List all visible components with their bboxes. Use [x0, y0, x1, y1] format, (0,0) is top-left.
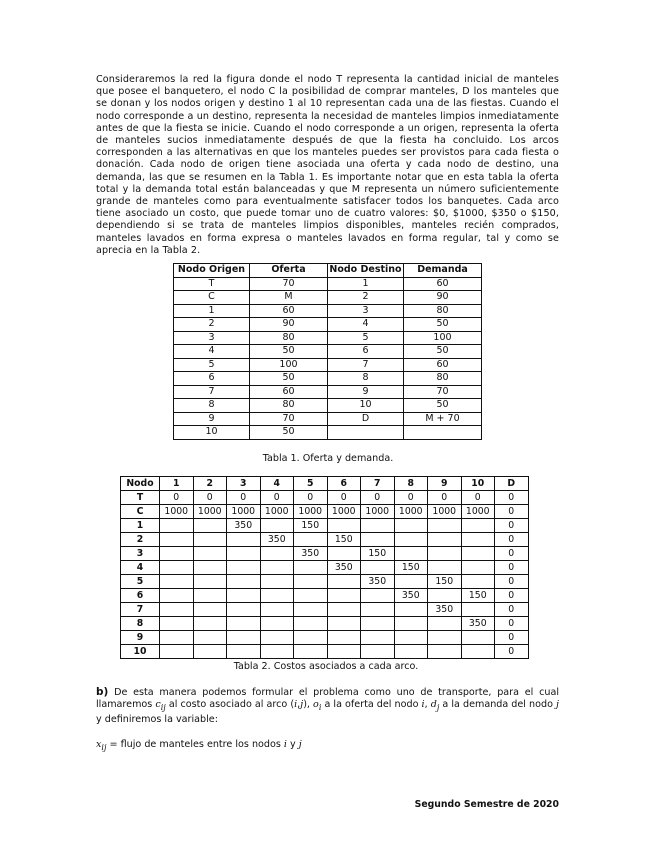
table-cell: 350: [394, 589, 428, 603]
table-cell: 8: [121, 617, 160, 631]
table2-header-cell: 10: [461, 477, 495, 491]
table-cell: 6: [121, 589, 160, 603]
table-cell: [327, 603, 361, 617]
table-cell: [193, 519, 227, 533]
table-cell: 0: [361, 491, 395, 505]
table-cell: 0: [193, 491, 227, 505]
table2-header-cell: 2: [193, 477, 227, 491]
math-i: i: [283, 739, 287, 750]
table-cell: [260, 617, 294, 631]
table-row: [121, 519, 529, 533]
table-cell: [461, 575, 495, 589]
table-cell: 80: [250, 331, 328, 345]
table-cell: 0: [495, 575, 529, 589]
text: = flujo de manteles entre los nodos: [106, 739, 284, 750]
table-cell: 0: [428, 491, 462, 505]
text: ,: [297, 699, 301, 711]
table2-header-cell: D: [495, 477, 529, 491]
table-cell: [394, 547, 428, 561]
table-cell: [227, 547, 261, 561]
table-cell: [361, 631, 395, 645]
table-cell: [193, 617, 227, 631]
table1-caption: Tabla 1. Oferta y demanda.: [262, 453, 394, 464]
table-cell: 50: [250, 426, 328, 440]
table-cell: 6: [174, 372, 250, 386]
table-cell: 0: [495, 561, 529, 575]
table-cell: [193, 589, 227, 603]
table-cell: [227, 603, 261, 617]
text: y: [287, 739, 299, 750]
table-cell: [260, 575, 294, 589]
table2-header-cell: 6: [327, 477, 361, 491]
table-cell: 60: [404, 358, 482, 372]
table-cell: [160, 561, 194, 575]
table-cell: 4: [174, 345, 250, 359]
table-row: [174, 304, 482, 318]
table-cell: 50: [250, 345, 328, 359]
math-j: j: [300, 699, 304, 711]
table-cell: M: [250, 291, 328, 305]
table-cell: 50: [404, 345, 482, 359]
table-cell: C: [174, 291, 250, 305]
table-row: [174, 372, 482, 386]
table-cell: [394, 519, 428, 533]
table-cell: [294, 645, 328, 659]
table2-header-row: [121, 477, 529, 491]
table-cell: [428, 519, 462, 533]
table-cell: T: [121, 491, 160, 505]
table-cell: [160, 575, 194, 589]
table-cell: 1000: [260, 505, 294, 519]
table-cell: 10: [328, 399, 404, 413]
table-cell: 9: [121, 631, 160, 645]
table-cell: [160, 617, 194, 631]
table-row: [121, 645, 529, 659]
table-cell: 7: [174, 385, 250, 399]
table-cell: [193, 631, 227, 645]
table-cell: 80: [250, 399, 328, 413]
table-row: [121, 505, 529, 519]
table2-header-cell: 5: [294, 477, 328, 491]
table-cell: [227, 589, 261, 603]
math-x: x: [96, 739, 102, 750]
table-cell: [428, 617, 462, 631]
table-cell: [227, 617, 261, 631]
table-cell: [160, 589, 194, 603]
table-cell: [160, 603, 194, 617]
table-cell: M + 70: [404, 412, 482, 426]
table-cell: [260, 631, 294, 645]
table-cell: 350: [327, 561, 361, 575]
table-cell: 90: [250, 318, 328, 332]
table-cell: [260, 547, 294, 561]
math-c: c: [155, 699, 161, 711]
table2-header-cell: 8: [394, 477, 428, 491]
table-cell: 350: [294, 547, 328, 561]
table-cell: 1000: [394, 505, 428, 519]
table-cell: 50: [250, 372, 328, 386]
text: De esta manera podemos formular el problema como uno de transporte, para el cual llamaremos: [96, 687, 559, 711]
table-cell: [461, 645, 495, 659]
table2-header-cell: 3: [227, 477, 261, 491]
table-cell: [394, 603, 428, 617]
table-cell: 1000: [428, 505, 462, 519]
table-cell: 10: [121, 645, 160, 659]
math-d: d: [430, 699, 437, 711]
table-cell: 3: [174, 331, 250, 345]
table-cell: 0: [461, 491, 495, 505]
table2-body: [121, 491, 529, 659]
table-cell: 6: [328, 345, 404, 359]
table-cell: 8: [328, 372, 404, 386]
table-cell: [260, 603, 294, 617]
table-cell: 80: [404, 304, 482, 318]
table-row: [174, 412, 482, 426]
table-row: [174, 277, 482, 291]
table-cell: [428, 533, 462, 547]
table2-header-cell: 9: [428, 477, 462, 491]
table-cell: 80: [404, 372, 482, 386]
table-cell: [361, 533, 395, 547]
table-cell: [327, 645, 361, 659]
table1-header-row: [174, 264, 482, 278]
table1-body: [174, 277, 482, 439]
table-cell: 1000: [294, 505, 328, 519]
math-i: i: [421, 699, 425, 711]
table-cell: 7: [121, 603, 160, 617]
table-cell: [193, 547, 227, 561]
table-cell: [394, 575, 428, 589]
table-cell: 0: [327, 491, 361, 505]
math-j: j: [298, 739, 302, 750]
table-cell: 70: [404, 385, 482, 399]
table-cell: [428, 589, 462, 603]
table-cell: 0: [495, 631, 529, 645]
table-cell: 60: [250, 385, 328, 399]
math-sub: i: [318, 703, 322, 713]
table-cell: [461, 561, 495, 575]
table-cell: D: [328, 412, 404, 426]
table-row: [121, 631, 529, 645]
table-cell: 150: [461, 589, 495, 603]
table-cell: [394, 533, 428, 547]
table-cell: 70: [250, 277, 328, 291]
table-row: [174, 318, 482, 332]
table-cell: 0: [495, 589, 529, 603]
table-cell: 0: [495, 645, 529, 659]
table-cell: 0: [495, 547, 529, 561]
table-cell: [461, 631, 495, 645]
table-cell: 1: [121, 519, 160, 533]
table-cell: 2: [174, 318, 250, 332]
table-row: [121, 617, 529, 631]
table-cell: 0: [495, 505, 529, 519]
table-row: [174, 426, 482, 440]
table-row: [174, 331, 482, 345]
table-cell: 150: [394, 561, 428, 575]
table2-header-cell: 7: [361, 477, 395, 491]
table-cell: [260, 589, 294, 603]
table-cell: 0: [394, 491, 428, 505]
table-cell: 4: [121, 561, 160, 575]
table1-header-cell: Oferta: [250, 264, 328, 278]
table-cell: 1000: [160, 505, 194, 519]
table-cell: 7: [328, 358, 404, 372]
table-cell: [227, 533, 261, 547]
table2-header-cell: 1: [160, 477, 194, 491]
table-cell: 0: [260, 491, 294, 505]
part-b-label: b): [96, 686, 109, 698]
table-row: [174, 399, 482, 413]
table-cell: 0: [495, 533, 529, 547]
table-cell: 0: [495, 519, 529, 533]
table-cell: [193, 533, 227, 547]
variable-definition: [96, 739, 302, 752]
table-row: [174, 358, 482, 372]
table-cell: [327, 519, 361, 533]
table-cell: 150: [428, 575, 462, 589]
table2-header-cell: Nodo: [121, 477, 160, 491]
table-cell: [461, 519, 495, 533]
table-cell: [327, 589, 361, 603]
table-cell: [327, 547, 361, 561]
math-sub: j: [436, 703, 440, 713]
table-cell: 3: [328, 304, 404, 318]
table-cell: C: [121, 505, 160, 519]
table-cell: [260, 645, 294, 659]
table-cell: 2: [328, 291, 404, 305]
table-cell: 150: [327, 533, 361, 547]
table-cell: 350: [428, 603, 462, 617]
table-cell: [428, 561, 462, 575]
table-cell: [160, 645, 194, 659]
table-cell: [160, 547, 194, 561]
table-row: [121, 547, 529, 561]
intro-paragraph: Consideraremos la red la figura donde el nodo T representa la cantidad inicial de manteles que posee el banquetero, el nodo C la posibilidad de comprar manteles, D los manteles que se donan y los nodos origen y destino 1 al 10 representan cada una de las fiestas. Cuando el nodo corresponde a un destino, representa la necesidad de manteles limpios inmediatamente antes de que la fiesta se inicie. Cuando el nodo corresponde a un origen, representa la oferta de manteles sucios inmediatamente después de que la fiesta ha concluido. Los arcos corresponden a las alternativas en que los manteles puedes ser provistos para cada fiesta o donación. Cada nodo de origen tiene asociada una oferta y cada nodo de destino, una demanda, las que se resumen en la Tabla 1. Es importante notar que en esta tabla la oferta total y la demanda total están balanceadas y que M representa un número suficientemente grande de manteles como para eventualmente satisfacer todos los banquetes. Cada arco tiene asociado un costo, que puede tomar uno de cuatro valores: $0, $1000, $350 o $150, dependiendo si se trata de manteles limpios disponibles, manteles recién comprados, manteles lavados en forma expresa o manteles lavados en forma regular, tal y como se aprecia en la Tabla 2.: [96, 74, 559, 256]
table-arc-costs: [120, 476, 529, 659]
math-sub: ij: [160, 703, 166, 713]
table1-header-cell: Demanda: [404, 264, 482, 278]
table-row: [121, 561, 529, 575]
table-cell: 10: [174, 426, 250, 440]
table-cell: 5: [328, 331, 404, 345]
table-row: [121, 603, 529, 617]
table-row: [174, 291, 482, 305]
table-cell: [461, 533, 495, 547]
table-cell: 1000: [327, 505, 361, 519]
table1-header-cell: Nodo Origen: [174, 264, 250, 278]
table-cell: [361, 617, 395, 631]
table-cell: 50: [404, 318, 482, 332]
table-cell: 1000: [193, 505, 227, 519]
table-cell: [160, 533, 194, 547]
table-cell: [328, 426, 404, 440]
table-cell: [361, 589, 395, 603]
table-cell: 150: [361, 547, 395, 561]
table-cell: [160, 631, 194, 645]
table-cell: 5: [121, 575, 160, 589]
table-cell: 1: [174, 304, 250, 318]
table-cell: [193, 561, 227, 575]
table-cell: 350: [227, 519, 261, 533]
table-cell: 3: [121, 547, 160, 561]
table-row: [121, 491, 529, 505]
table-cell: 60: [404, 277, 482, 291]
table-offer-demand: [173, 263, 482, 440]
table-cell: [428, 547, 462, 561]
table-cell: 100: [250, 358, 328, 372]
table-cell: [404, 426, 482, 440]
table-cell: [294, 603, 328, 617]
footer-semester: Segundo Semestre de 2020: [414, 799, 559, 810]
table-cell: 0: [495, 603, 529, 617]
table-cell: [361, 645, 395, 659]
math-o: o: [313, 699, 319, 711]
table-cell: [227, 561, 261, 575]
table-cell: [461, 547, 495, 561]
table-cell: [394, 631, 428, 645]
table-row: [121, 589, 529, 603]
text: a la oferta del nodo: [321, 699, 422, 711]
table-cell: [394, 645, 428, 659]
table2-caption: Tabla 2. Costos asociados a cada arco.: [233, 661, 419, 672]
table-cell: [160, 519, 194, 533]
table-cell: [428, 645, 462, 659]
table-cell: [327, 575, 361, 589]
table-cell: 1000: [361, 505, 395, 519]
table-cell: [428, 631, 462, 645]
table-cell: [227, 645, 261, 659]
table-cell: 8: [174, 399, 250, 413]
table-cell: 0: [294, 491, 328, 505]
table-cell: [327, 617, 361, 631]
table-cell: 70: [250, 412, 328, 426]
table-cell: 9: [328, 385, 404, 399]
table-cell: 350: [260, 533, 294, 547]
table-cell: [260, 561, 294, 575]
table-cell: [227, 575, 261, 589]
text: ),: [303, 699, 314, 711]
table-cell: 350: [361, 575, 395, 589]
text: a la demanda del nodo: [439, 699, 557, 711]
table-cell: [361, 561, 395, 575]
table-cell: 50: [404, 399, 482, 413]
table-cell: T: [174, 277, 250, 291]
table-row: [174, 385, 482, 399]
table-cell: 350: [461, 617, 495, 631]
table-cell: [461, 603, 495, 617]
table-cell: 1000: [227, 505, 261, 519]
table-row: [174, 345, 482, 359]
text: al costo asociado al arco (: [165, 699, 295, 711]
math-j: j: [556, 699, 559, 711]
table-row: [121, 533, 529, 547]
table-cell: [260, 519, 294, 533]
table-cell: 9: [174, 412, 250, 426]
text: y definiremos la variable:: [96, 714, 218, 726]
table-cell: 0: [160, 491, 194, 505]
text: ,: [424, 699, 431, 711]
table-cell: 0: [495, 491, 529, 505]
part-b-paragraph: [96, 686, 559, 727]
table-cell: [294, 631, 328, 645]
math-sub: ij: [101, 742, 107, 752]
table-cell: 1: [328, 277, 404, 291]
table-cell: [294, 561, 328, 575]
table-cell: [193, 603, 227, 617]
table-cell: 150: [294, 519, 328, 533]
table-cell: [394, 617, 428, 631]
table-cell: 0: [495, 617, 529, 631]
table2-header-cell: 4: [260, 477, 294, 491]
math-i: i: [294, 699, 298, 711]
table-cell: 100: [404, 331, 482, 345]
table-cell: [327, 631, 361, 645]
table-cell: 5: [174, 358, 250, 372]
table-cell: 90: [404, 291, 482, 305]
table-cell: [227, 631, 261, 645]
table-cell: [361, 519, 395, 533]
table1-header-cell: Nodo Destino: [329, 264, 402, 275]
table-cell: 0: [227, 491, 261, 505]
table-cell: [193, 575, 227, 589]
table-cell: 4: [328, 318, 404, 332]
table-cell: [294, 533, 328, 547]
table-cell: 2: [121, 533, 160, 547]
table-cell: [294, 575, 328, 589]
table-row: [121, 575, 529, 589]
table-cell: [294, 617, 328, 631]
table-cell: 60: [250, 304, 328, 318]
table-cell: [294, 589, 328, 603]
table-cell: [193, 645, 227, 659]
table-cell: 1000: [461, 505, 495, 519]
table-cell: [361, 603, 395, 617]
